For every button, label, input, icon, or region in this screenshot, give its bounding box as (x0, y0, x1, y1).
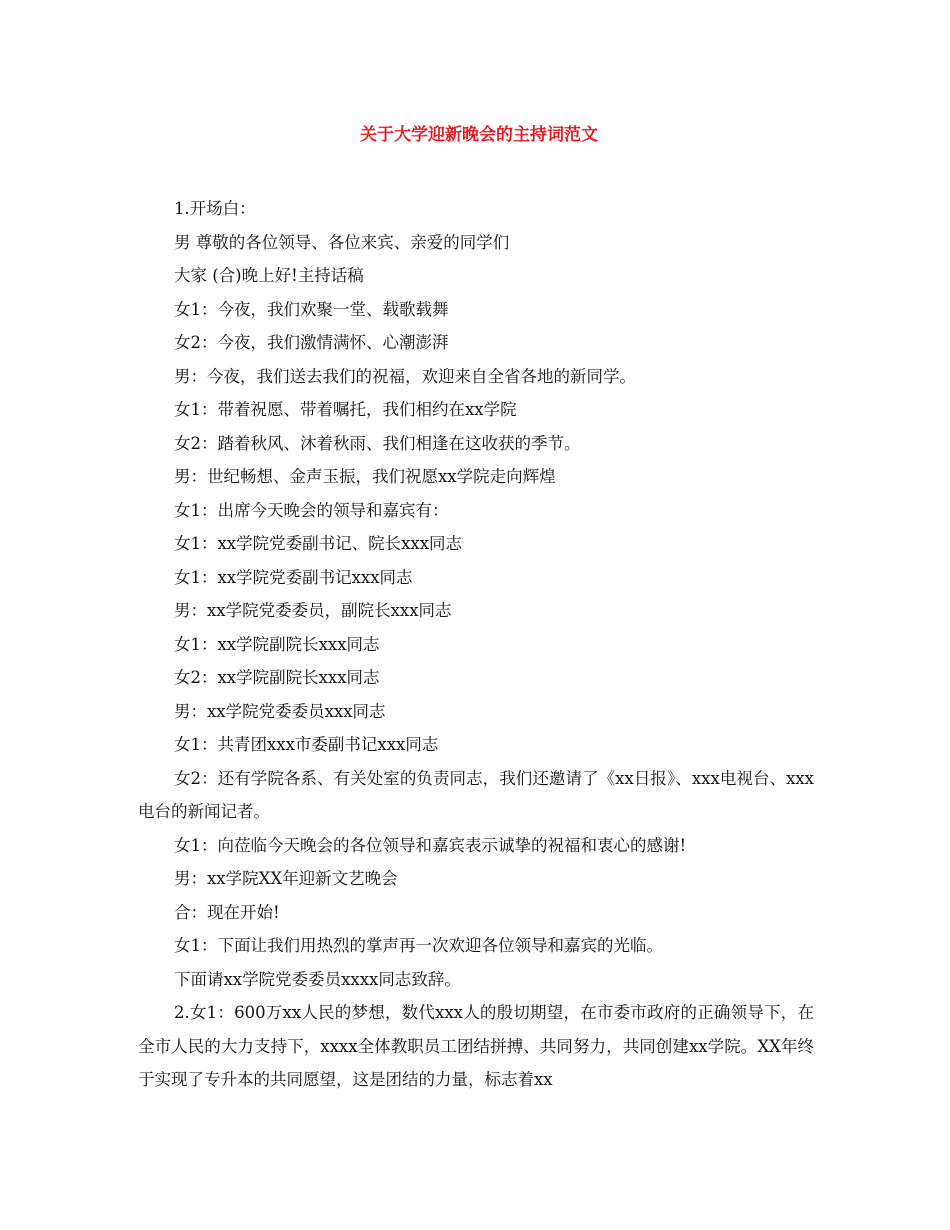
paragraph: 男 尊敬的各位领导、各位来宾、亲爱的同学们 (174, 232, 510, 252)
paragraph: 女1：出席今天晚会的领导和嘉宾有： (174, 500, 449, 520)
paragraph: 女1：带着祝愿、带着嘱托，我们相约在xx学院 (174, 400, 517, 419)
paragraph: 合：现在开始! (174, 902, 280, 922)
paragraph: 女2：xx学院副院长xxx同志 (174, 668, 380, 687)
paragraph: 女1：xx学院党委副书记xxx同志 (174, 567, 413, 587)
paragraph: 1.开场白： (174, 199, 256, 218)
paragraph: 女2：还有学院各系、有关处室的负责同志，我们还邀请了《xx日报》、xxx电视台、xxx电台的新闻记者。 (138, 768, 814, 821)
paragraph: 女1：今夜，我们欢聚一堂、载歌载舞 (174, 299, 449, 319)
paragraph: 女1：xx学院党委副书记、院长xxx同志 (174, 534, 463, 553)
paragraph: 大家 (合)晚上好!主持话稿 (174, 266, 364, 285)
paragraph: 女1：xx学院副院长xxx同志 (174, 634, 380, 654)
paragraph: 2.女1：600万xx人民的梦想，数代xxx人的殷切期望，在市委市政府的正确领导下，在全市人民的大力支持下，xxxx全体教职员工团结拼搏、共同努力，共同创建xx学院。XX年终于实现了专升本的共同愿望，这是团结的力量，标志着xx (138, 1003, 814, 1089)
paragraph: 男：今夜，我们送去我们的祝福，欢迎来自全省各地的新同学。 (174, 366, 636, 386)
paragraph: 男：xx学院XX年迎新文艺晚会 (174, 869, 398, 888)
paragraph: 男：xx学院党委委员，副院长xxx同志 (174, 601, 452, 620)
paragraph: 女2：今夜，我们激情满怀、心潮澎湃 (174, 333, 449, 352)
paragraph: 男：世纪畅想、金声玉振，我们祝愿xx学院走向辉煌 (174, 467, 556, 486)
document-title: 关于大学迎新晚会的主持词范文 (360, 125, 598, 145)
paragraph: 女1：共青团xxx市委副书记xxx同志 (174, 735, 439, 754)
paragraph: 下面请xx学院党委委员xxxx同志致辞。 (174, 969, 461, 989)
paragraph: 女1：下面让我们用热烈的掌声再一次欢迎各位领导和嘉宾的光临。 (174, 936, 663, 955)
document-body (138, 192, 814, 1097)
paragraph: 女2：踏着秋风、沐着秋雨、我们相逢在这收获的季节。 (174, 433, 581, 453)
paragraph: 男：xx学院党委委员xxx同志 (174, 701, 386, 721)
paragraph: 女1：向莅临今天晚会的各位领导和嘉宾表示诚挚的祝福和衷心的感谢! (174, 835, 687, 855)
